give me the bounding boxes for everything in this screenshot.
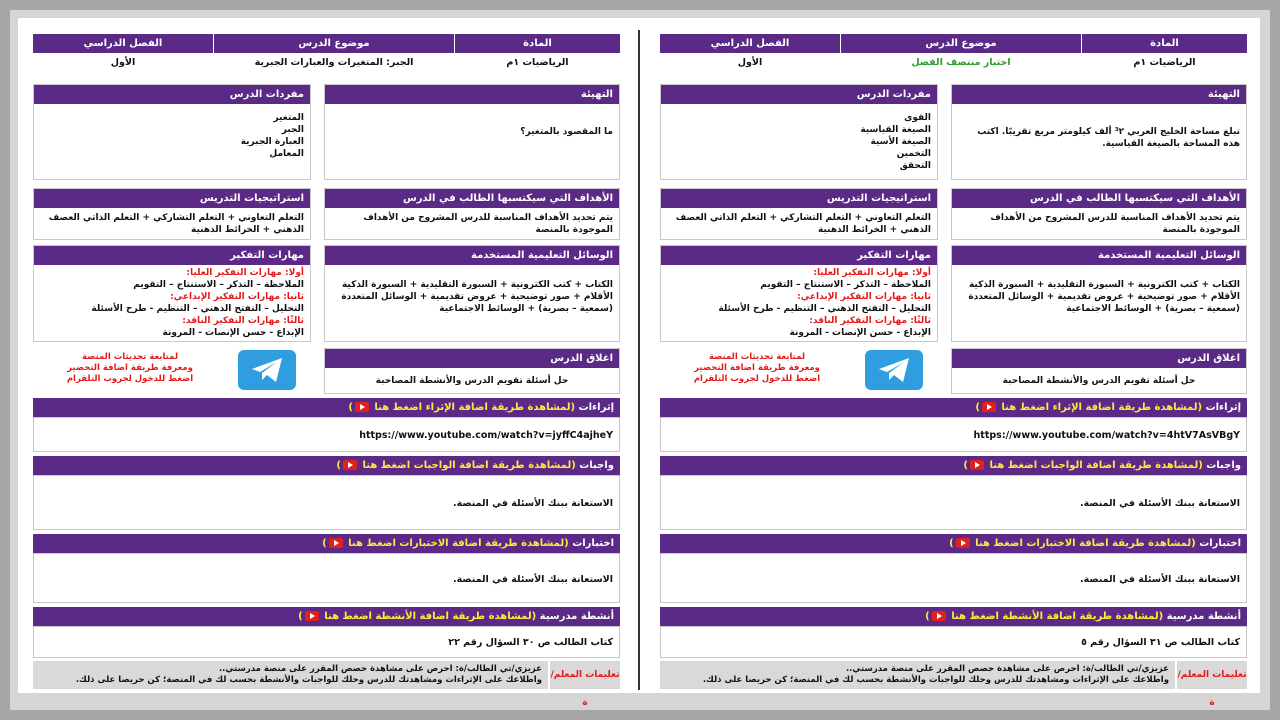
- vocab-item: المتغير: [273, 113, 304, 123]
- promo-line-1: لمتابعة تحديثات المنصة: [81, 352, 179, 362]
- strategies-box: [33, 188, 311, 240]
- tests-content: [33, 553, 620, 603]
- vocab-item: التخمين: [896, 149, 931, 159]
- page-divider: [638, 30, 640, 690]
- closing-title: اغلاق الدرس: [952, 349, 1246, 368]
- term-cell: [33, 34, 213, 75]
- youtube-icon: [932, 611, 946, 621]
- strategies-box: [660, 188, 938, 240]
- vocab-item: العبارة الجبرية: [240, 137, 304, 147]
- thinking-box: [33, 245, 311, 342]
- enrich-content: [33, 417, 620, 452]
- activities-content: [33, 626, 620, 658]
- vocab-box: [33, 84, 311, 180]
- vocab-item: التحقق: [899, 161, 931, 171]
- activities-link-close: ): [298, 611, 303, 622]
- warmup-text: ما المقصود بالمتغير؟: [520, 127, 613, 137]
- subject-cell: [1082, 34, 1247, 75]
- topic-value: اختبار منتصف الفصل: [911, 57, 1011, 68]
- teacher-label: تعليمات المعلم/ة: [1177, 661, 1247, 689]
- teacher-label: تعليمات المعلم/ة: [550, 661, 620, 689]
- promo-line-1: لمتابعة تحديثات المنصة: [708, 352, 806, 362]
- thinking-heading: ثالثًا: مهارات التفكير الناقد:: [809, 316, 931, 326]
- goals-title: الأهداف التي سيكتسبها الطالب في الدرس: [952, 189, 1246, 208]
- telegram-icon: [250, 357, 284, 383]
- vocab-title: مفردات الدرس: [34, 85, 310, 104]
- enrich-link-close: ): [348, 402, 353, 413]
- strategies-title: استراتيجيات التدريس: [34, 189, 310, 208]
- activities-bar: [33, 607, 620, 626]
- vocab-item: المعامل: [269, 149, 304, 159]
- term-value: الأول: [737, 57, 763, 68]
- activities-link-close: ): [925, 611, 930, 622]
- tests-bar: [33, 534, 620, 553]
- vocab-title: مفردات الدرس: [661, 85, 937, 104]
- tests-link-text: (لمشاهدة طريقة اضافة الاختبارات اضغط هنا: [348, 538, 569, 549]
- teacher-line-1: عزيزي/تي الطالب/ة: احرص على مشاهدة حصص المقرر على منصة مدرستي..: [218, 664, 542, 674]
- tests-label: اختبارات: [572, 538, 614, 549]
- warmup-box: [951, 84, 1247, 180]
- enrich-label: إثراءات: [1205, 402, 1241, 413]
- term-value: الأول: [110, 57, 136, 68]
- thinking-list: [661, 265, 937, 343]
- thinking-list: [34, 265, 310, 343]
- youtube-icon: [982, 402, 996, 412]
- tests-link-close: ): [949, 538, 954, 549]
- activities-text: كتاب الطالب ص ٣٠ السؤال رقم ٢٢: [448, 637, 613, 648]
- tests-text: الاستعانة ببنك الأسئلة في المنصة.: [1079, 574, 1240, 585]
- activities-link-text: (لمشاهدة طريقة اضافة الأنشطة اضغط هنا: [951, 611, 1164, 622]
- vocab-item: القوى: [904, 113, 931, 123]
- teacher-line-1: عزيزي/تي الطالب/ة: احرص على مشاهدة حصص المقرر على منصة مدرستي..: [845, 664, 1169, 674]
- teacher-line-2: واطلاعك على الإثراءات ومشاهدتك للدرس وحلك للواجبات والأنشطة بحسب لك في المنصة؛ كن حريصا على ذلك.: [702, 675, 1169, 685]
- lesson-plan-page: [33, 34, 620, 708]
- closing-text: حل أسئلة تقويم الدرس والأنشطة المصاحبة: [1002, 376, 1196, 386]
- activities-label: أنشطة مدرسية: [1166, 611, 1241, 622]
- term-label: الفصل الدراسي: [660, 34, 840, 53]
- telegram-button[interactable]: [238, 350, 296, 390]
- activities-label: أنشطة مدرسية: [539, 611, 614, 622]
- tests-link-close: ): [322, 538, 327, 549]
- tests-video-link[interactable]: [949, 538, 1196, 549]
- homework-video-link[interactable]: [963, 460, 1202, 471]
- subject-label: المادة: [455, 34, 620, 53]
- enrich-bar: [660, 398, 1247, 417]
- topic-value: الجبر: المتغيرات والعبارات الجبرية: [254, 57, 414, 68]
- enrich-video-link[interactable]: [348, 402, 575, 413]
- promo-line-3: اضغط للدخول لجروب التلقرام: [693, 374, 821, 384]
- enrich-video-link[interactable]: [975, 402, 1202, 413]
- youtube-icon: [329, 538, 343, 548]
- thinking-skills: الإبداع - حسن الإنصات - المرونة: [789, 328, 931, 338]
- subject-cell: [455, 34, 620, 75]
- youtube-icon: [305, 611, 319, 621]
- closing-box: [324, 348, 620, 394]
- tests-bar: [660, 534, 1247, 553]
- homework-bar: [660, 456, 1247, 475]
- enrich-content: [660, 417, 1247, 452]
- activities-video-link[interactable]: [925, 611, 1163, 622]
- thinking-skills: التحليل – التفتح الذهني – التنظيم - طرح الأسئلة: [91, 304, 304, 314]
- warmup-title: التهيئة: [325, 85, 619, 104]
- homework-link-close: ): [336, 460, 341, 471]
- teacher-line-2: واطلاعك على الإثراءات ومشاهدتك للدرس وحلك للواجبات والأنشطة بحسب لك في المنصة؛ كن حريصا على ذلك.: [75, 675, 542, 685]
- homework-bar: [33, 456, 620, 475]
- subject-value: الرياضيات ١م: [1133, 57, 1196, 68]
- tests-label: اختبارات: [1199, 538, 1241, 549]
- telegram-promo[interactable]: [50, 352, 210, 385]
- thinking-heading: أولا: مهارات التفكير العليا:: [186, 268, 304, 278]
- strategies-text: التعلم التعاوني + التعلم التشاركي + التعلم الذاتي العصف الذهني + الخرائط الذهنية: [48, 213, 304, 235]
- telegram-icon: [877, 357, 911, 383]
- tests-link-text: (لمشاهدة طريقة اضافة الاختبارات اضغط هنا: [975, 538, 1196, 549]
- warmup-title: التهيئة: [952, 85, 1246, 104]
- topic-label: موضوع الدرس: [214, 34, 454, 53]
- homework-content: [660, 475, 1247, 530]
- strategies-text: التعلم التعاوني + التعلم التشاركي + التعلم الذاتي العصف الذهني + الخرائط الذهنية: [675, 213, 931, 235]
- promo-line-2: ومعرفة طريقة اضافة التحضير: [67, 363, 193, 373]
- homework-content: [33, 475, 620, 530]
- closing-box: [951, 348, 1247, 394]
- activities-video-link[interactable]: [298, 611, 536, 622]
- thinking-skills: الإبداع - حسن الإنصات - المرونة: [162, 328, 304, 338]
- tests-content: [660, 553, 1247, 603]
- term-label: الفصل الدراسي: [33, 34, 213, 53]
- media-box: [951, 245, 1247, 342]
- thinking-skills: الملاحظة – التذكر – الاستنتاج – التقويم: [133, 280, 304, 290]
- thinking-heading: ثانيا: مهارات التفكير الإبداعي:: [797, 292, 931, 302]
- thinking-title: مهارات التفكير: [661, 246, 937, 265]
- media-text: الكتاب + كتب الكترونية + السبورة التقليدية + السبورة الذكية الأقلام + صور توضيحية + عروض تقديمية + الوسائل المتعددة (سمعية – بصرية) + الوسائط الاجتماعية: [341, 280, 613, 314]
- tests-video-link[interactable]: [322, 538, 569, 549]
- enrich-link-close: ): [975, 402, 980, 413]
- youtube-icon: [343, 460, 357, 470]
- media-text: الكتاب + كتب الكترونية + السبورة التقليدية + السبورة الذكية الأقلام + صور توضيحية + عروض تقديمية + الوسائل المتعددة (سمعية – بصرية) + الوسائط الاجتماعية: [968, 280, 1240, 314]
- closing-title: اغلاق الدرس: [325, 349, 619, 368]
- tests-text: الاستعانة ببنك الأسئلة في المنصة.: [452, 574, 613, 585]
- thinking-box: [660, 245, 938, 342]
- homework-link-close: ): [963, 460, 968, 471]
- term-cell: [660, 34, 840, 75]
- homework-text: الاستعانة ببنك الأسئلة في المنصة.: [452, 498, 613, 509]
- homework-label: واجبات: [1206, 460, 1241, 471]
- thinking-title: مهارات التفكير: [34, 246, 310, 265]
- enrich-label: إثراءات: [578, 402, 614, 413]
- enrich-url[interactable]: https://www.youtube.com/watch?v=4htV7AsVBgY: [973, 430, 1240, 441]
- vocab-list: [34, 104, 310, 164]
- activities-content: [660, 626, 1247, 658]
- thinking-heading: ثانيا: مهارات التفكير الإبداعي:: [170, 292, 304, 302]
- homework-link-text: (لمشاهدة طريقة اضافة الواجبات اضغط هنا: [989, 460, 1203, 471]
- activities-link-text: (لمشاهدة طريقة اضافة الأنشطة اضغط هنا: [324, 611, 537, 622]
- media-box: [324, 245, 620, 342]
- goals-box: [324, 188, 620, 240]
- thinking-skills: الملاحظة – التذكر – الاستنتاج – التقويم: [760, 280, 931, 290]
- subject-label: المادة: [1082, 34, 1247, 53]
- youtube-icon: [956, 538, 970, 548]
- topic-label: موضوع الدرس: [841, 34, 1081, 53]
- media-title: الوسائل التعليمية المستخدمة: [325, 246, 619, 265]
- media-title: الوسائل التعليمية المستخدمة: [952, 246, 1246, 265]
- subject-value: الرياضيات ١م: [506, 57, 569, 68]
- enrich-link-text: (لمشاهدة طريقة اضافة الإثراء اضغط هنا: [1001, 402, 1203, 413]
- vocab-item: الصيغة القياسية: [860, 125, 931, 135]
- vocab-list: [661, 104, 937, 176]
- homework-text: الاستعانة ببنك الأسئلة في المنصة.: [1079, 498, 1240, 509]
- thinking-heading: ثالثًا: مهارات التفكير الناقد:: [182, 316, 304, 326]
- vocab-box: [660, 84, 938, 180]
- goals-text: يتم تحديد الأهداف المناسبة للدرس المشروح من الأهداف الموجودة بالمنصة: [363, 213, 613, 235]
- warmup-box: [324, 84, 620, 180]
- promo-line-3: اضغط للدخول لجروب التلقرام: [66, 374, 194, 384]
- homework-link-text: (لمشاهدة طريقة اضافة الواجبات اضغط هنا: [362, 460, 576, 471]
- warmup-text: تبلغ مساحة الخليج العربي ³٢ ألف كيلومتر مربع تقريبًا. اكتب هذه المساحة بالصيغة القياسية.: [977, 127, 1240, 149]
- goals-title: الأهداف التي سيكتسبها الطالب في الدرس: [325, 189, 619, 208]
- enrich-url[interactable]: https://www.youtube.com/watch?v=jyffC4ajheY: [359, 430, 613, 441]
- vocab-item: الجبر: [281, 125, 304, 135]
- promo-line-2: ومعرفة طريقة اضافة التحضير: [694, 363, 820, 373]
- enrich-bar: [33, 398, 620, 417]
- teacher-instructions: [33, 661, 548, 689]
- telegram-button[interactable]: [865, 350, 923, 390]
- homework-video-link[interactable]: [336, 460, 575, 471]
- vocab-item: الصيغة الأسية: [870, 137, 931, 147]
- telegram-promo[interactable]: [677, 352, 837, 385]
- goals-box: [951, 188, 1247, 240]
- youtube-icon: [355, 402, 369, 412]
- homework-label: واجبات: [579, 460, 614, 471]
- topic-cell: [841, 34, 1081, 75]
- youtube-icon: [970, 460, 984, 470]
- topic-cell: [214, 34, 454, 75]
- thinking-skills: التحليل – التفتح الذهني – التنظيم - طرح الأسئلة: [718, 304, 931, 314]
- enrich-link-text: (لمشاهدة طريقة اضافة الإثراء اضغط هنا: [374, 402, 576, 413]
- strategies-title: استراتيجيات التدريس: [661, 189, 937, 208]
- thinking-heading: أولا: مهارات التفكير العليا:: [813, 268, 931, 278]
- activities-text: كتاب الطالب ص ٣١ السؤال رقم ٥: [1081, 637, 1240, 648]
- lesson-plan-page: [660, 34, 1247, 708]
- activities-bar: [660, 607, 1247, 626]
- closing-text: حل أسئلة تقويم الدرس والأنشطة المصاحبة: [375, 376, 569, 386]
- teacher-instructions: [660, 661, 1175, 689]
- goals-text: يتم تحديد الأهداف المناسبة للدرس المشروح من الأهداف الموجودة بالمنصة: [990, 213, 1240, 235]
